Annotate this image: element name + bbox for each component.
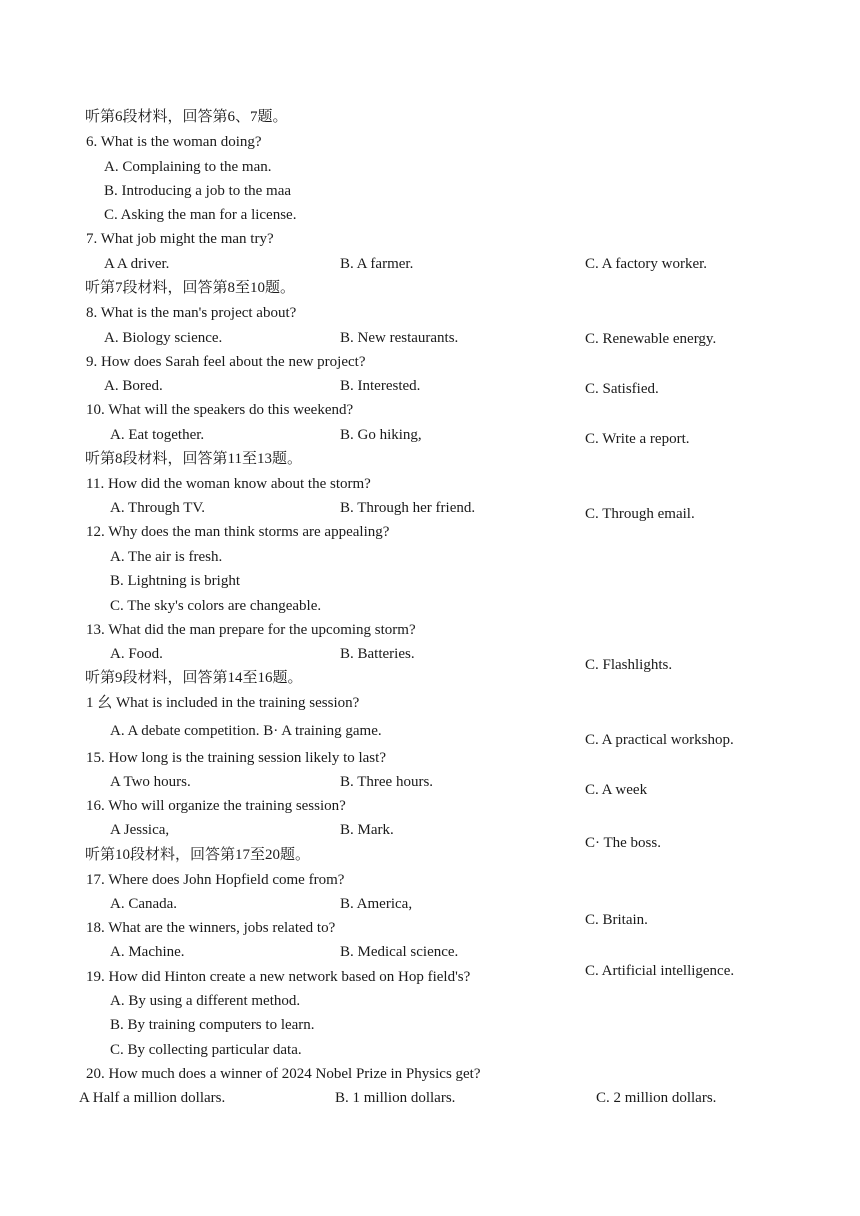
question-9-option-c: C. Satisfied. (585, 381, 659, 397)
question-11-option-b: B. Through her friend. (340, 500, 476, 516)
question-12-stem: 12. Why does the man think storms are appealing? (86, 524, 390, 540)
question-12-option-a: A. The air is fresh. (110, 549, 223, 565)
question-15-option-b: B. Three hours. (340, 774, 434, 790)
question-19-option-b: B. By training computers to learn. (110, 1017, 315, 1033)
question-6-option-c: C. Asking the man for a license. (104, 207, 297, 223)
question-18-option-b: B. Medical science. (340, 944, 459, 960)
question-16-option-a: A Jessica, (110, 822, 170, 838)
question-11-option-c: C. Through email. (585, 506, 695, 522)
section-heading-10: 听第10段材料，回答第17至20题。 (85, 847, 311, 863)
question-17-stem: 17. Where does John Hopfield come from? (86, 872, 345, 888)
question-14-stem: 1 幺 What is included in the training session? (86, 695, 360, 711)
question-19-stem: 19. How did Hinton create a new network based on Hop field's? (86, 969, 471, 985)
question-14-option-c: C. A practical workshop. (585, 732, 734, 748)
question-16-option-b: B. Mark. (340, 822, 394, 838)
question-10-stem: 10. What will the speakers do this weekend? (86, 402, 354, 418)
question-18-stem: 18. What are the winners, jobs related to? (86, 920, 336, 936)
question-10-option-b: B. Go hiking, (340, 427, 422, 443)
question-17-option-b: B. America, (340, 896, 413, 912)
section-heading-8: 听第8段材料，回答第11至13题。 (85, 451, 302, 467)
question-6-option-b: B. Introducing a job to the maa (104, 183, 292, 199)
question-6-option-a: A. Complaining to the man. (104, 159, 272, 175)
question-20-option-a: A Half a million dollars. (79, 1090, 226, 1106)
question-7-option-b: B. A farmer. (340, 256, 414, 272)
question-8-option-c: C. Renewable energy. (585, 331, 717, 347)
section-heading-7: 听第7段材料，回答第8至10题。 (85, 280, 296, 296)
question-19-option-a: A. By using a different method. (110, 993, 301, 1009)
question-16-option-c: C· The boss. (585, 835, 661, 851)
question-15-stem: 15. How long is the training session likely to last? (86, 750, 386, 766)
question-7-option-a: A A driver. (104, 256, 170, 272)
question-7-option-c: C. A factory worker. (585, 256, 708, 272)
question-20-option-c: C. 2 million dollars. (596, 1090, 717, 1106)
question-13-stem: 13. What did the man prepare for the upcoming storm? (86, 622, 416, 638)
question-12-option-c: C. The sky's colors are changeable. (110, 598, 322, 614)
question-8-stem: 8. What is the man's project about? (86, 305, 297, 321)
question-10-option-c: C. Write a report. (585, 431, 690, 447)
question-16-stem: 16. Who will organize the training session? (86, 798, 346, 814)
question-17-option-c: C. Britain. (585, 912, 648, 928)
question-17-option-a: A. Canada. (110, 896, 178, 912)
question-15-option-c: C. A week (585, 782, 648, 798)
question-20-stem: 20. How much does a winner of 2024 Nobel Prize in Physics get? (86, 1066, 481, 1082)
question-18-option-a: A. Machine. (110, 944, 185, 960)
section-heading-9: 听第9段材料，回答第14至16题。 (85, 670, 303, 686)
question-9-stem: 9. How does Sarah feel about the new project? (86, 354, 366, 370)
question-12-option-b: B. Lightning is bright (110, 573, 241, 589)
question-13-option-b: B. Batteries. (340, 646, 415, 662)
question-19-option-c: C. By collecting particular data. (110, 1042, 302, 1058)
question-11-option-a: A. Through TV. (110, 500, 206, 516)
question-7-stem: 7. What job might the man try? (86, 231, 274, 247)
section-heading-6: 听第6段材料，回答第6、7题。 (85, 109, 288, 125)
question-10-option-a: A. Eat together. (110, 427, 205, 443)
question-8-option-a: A. Biology science. (104, 330, 223, 346)
question-18-option-c: C. Artificial intelligence. (585, 963, 735, 979)
question-13-option-c: C. Flashlights. (585, 657, 673, 673)
question-6-stem: 6. What is the woman doing? (86, 134, 262, 150)
question-9-option-b: B. Interested. (340, 378, 421, 394)
question-14-options-ab: A. A debate competition. B· A training game. (110, 723, 382, 739)
question-13-option-a: A. Food. (110, 646, 163, 662)
question-8-option-b: B. New restaurants. (340, 330, 459, 346)
question-9-option-a: A. Bored. (104, 378, 163, 394)
question-11-stem: 11. How did the woman know about the storm? (86, 476, 371, 492)
question-20-option-b: B. 1 million dollars. (335, 1090, 456, 1106)
question-15-option-a: A Two hours. (110, 774, 191, 790)
